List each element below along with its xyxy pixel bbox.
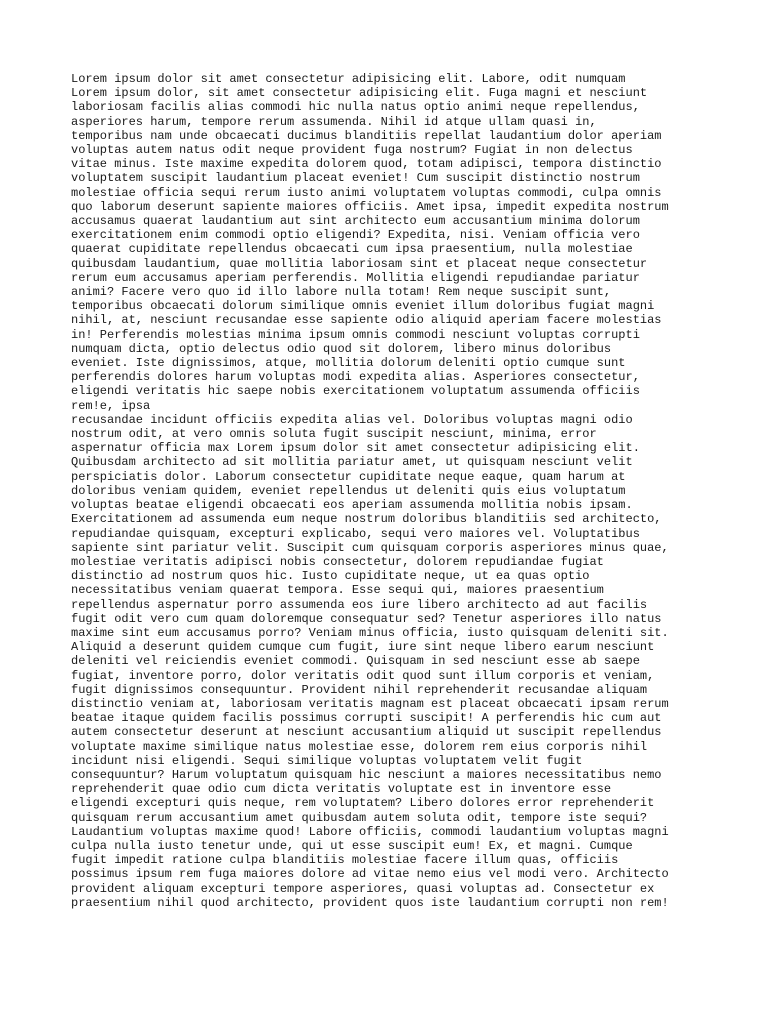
text-line: vitae minus. Iste maxime expedita dolorem quod, totam adipisci, tempora distinctio bbox=[71, 157, 662, 172]
text-line: perferendis dolores harum voluptas modi expedita alias. Asperiores consectetur, bbox=[71, 370, 640, 385]
text-line: accusamus quaerat laudantium aut sint architecto eum accusantium minima dolorum bbox=[71, 214, 640, 229]
text-line: sapiente sint pariatur velit. Suscipit cum quisquam corporis asperiores minus quae, bbox=[71, 540, 669, 555]
text-line: praesentium nihil quod architecto, provident quos iste laudantium corrupti non rem! bbox=[71, 895, 669, 910]
text-line: laboriosam facilis alias commodi hic nulla natus optio animi neque repellendus, bbox=[71, 100, 640, 115]
text-line: rerum eum accusamus aperiam perferendis. Mollitia eligendi repudiandae pariatur bbox=[71, 270, 640, 285]
text-line: Lorem ipsum dolor, sit amet consectetur adipisicing elit. Fuga magni et nesciunt bbox=[71, 86, 648, 101]
text-line: distinctio veniam at, laboriosam veritatis magnam est placeat obcaecati ipsam rerum bbox=[71, 696, 669, 711]
text-line: doloribus veniam quidem, eveniet repellendus ut deleniti quis eius voluptatum bbox=[71, 483, 626, 498]
text-line: molestiae veritatis adipisci nobis consectetur, dolorem repudiandae fugiat bbox=[71, 554, 604, 569]
text-line: Quibusdam architecto ad sit mollitia pariatur amet, ut quisquam nesciunt velit bbox=[71, 455, 633, 470]
text-line: consequuntur? Harum voluptatum quisquam hic nesciunt a maiores necessitatibus nemo bbox=[71, 767, 662, 782]
text-line: necessitatibus veniam quaerat tempora. Esse sequi qui, maiores praesentium bbox=[71, 583, 604, 598]
text-line: exercitationem enim commodi optio eligendi? Expedita, nisi. Veniam officia vero bbox=[71, 228, 640, 243]
text-line: quo laborum deserunt sapiente maiores officiis. Amet ipsa, impedit expedita nostrum bbox=[71, 199, 669, 214]
text-line: fugit impedit ratione culpa blanditiis molestiae facere illum quas, officiis bbox=[71, 853, 619, 868]
text-line: temporibus obcaecati dolorum similique omnis eveniet illum doloribus fugiat magni bbox=[71, 299, 655, 314]
text-line: quisquam rerum accusantium amet quibusdam autem soluta odit, tempore iste sequi? bbox=[71, 810, 648, 825]
text-line: Exercitationem ad assumenda eum neque nostrum doloribus blanditiis sed architecto, bbox=[71, 512, 662, 527]
text-line: molestiae officia sequi rerum iusto animi voluptatem voluptas commodi, culpa omnis bbox=[71, 185, 662, 200]
text-line: culpa nulla iusto tenetur unde, qui ut esse suscipit eum! Ex, et magni. Cumque bbox=[71, 838, 633, 853]
text-line: eligendi excepturi quis neque, rem voluptatem? Libero dolores error reprehenderit bbox=[71, 796, 655, 811]
text-line: fugit odit vero cum quam doloremque consequatur sed? Tenetur asperiores illo natus bbox=[71, 611, 662, 626]
text-line: incidunt nisi eligendi. Sequi similique voluptas voluptatem velit fugit bbox=[71, 753, 583, 768]
text-line: asperiores harum, tempore rerum assumenda. Nihil id atque ullam quasi in, bbox=[71, 114, 597, 129]
text-line: voluptate maxime similique natus molestiae esse, dolorem rem eius corporis nihil bbox=[71, 739, 648, 754]
text-line: quibusdam laudantium, quae mollitia laboriosam sint et placeat neque consectetur bbox=[71, 256, 648, 271]
text-line: maxime sint eum accusamus porro? Veniam minus officia, iusto quisquam deleniti sit. bbox=[71, 625, 669, 640]
text-line: aspernatur officia max Lorem ipsum dolor sit amet consectetur adipisicing elit. bbox=[71, 441, 640, 456]
text-line: distinctio ad nostrum quos hic. Iusto cupiditate neque, ut ea quas optio bbox=[71, 569, 590, 584]
text-line: reprehenderit quae odio cum dicta veritatis voluptate est in inventore esse bbox=[71, 782, 612, 797]
text-line: possimus ipsum rem fuga maiores dolore ad vitae nemo eius vel modi vero. Architecto bbox=[71, 867, 669, 882]
text-line: nostrum odit, at vero omnis soluta fugit suscipit nesciunt, minima, error bbox=[71, 427, 597, 442]
text-line: eligendi veritatis hic saepe nobis exercitationem voluptatum assumenda officiis bbox=[71, 384, 640, 399]
text-line: Lorem ipsum dolor sit amet consectetur adipisicing elit. Labore, odit numquam bbox=[71, 72, 626, 86]
text-line: in! Perferendis molestias minima ipsum omnis commodi nesciunt voluptas corrupti bbox=[71, 327, 640, 342]
text-line: voluptatem suscipit laudantium placeat eveniet! Cum suscipit distinctio nostrum bbox=[71, 171, 640, 186]
text-line: fugit dignissimos consequuntur. Provident nihil reprehenderit recusandae aliquam bbox=[71, 682, 648, 697]
text-line: numquam dicta, optio delectus odio quod sit dolorem, libero minus doloribus bbox=[71, 341, 612, 356]
document-body-text bbox=[71, 72, 711, 910]
text-line: perspiciatis dolor. Laborum consectetur cupiditate neque eaque, quam harum at bbox=[71, 469, 626, 484]
text-line: deleniti vel reiciendis eveniet commodi. Quisquam in sed nesciunt esse ab saepe bbox=[71, 654, 640, 669]
text-line: quaerat cupiditate repellendus obcaecati cum ipsa praesentium, nulla molestiae bbox=[71, 242, 633, 257]
text-line: voluptas beatae eligendi obcaecati eos aperiam assumenda mollitia nobis ipsam. bbox=[71, 498, 633, 513]
text-line: fugiat, inventore porro, dolor veritatis odit quod sunt illum corporis et veniam, bbox=[71, 668, 655, 683]
text-line: repudiandae quisquam, excepturi explicabo, sequi vero maiores vel. Voluptatibus bbox=[71, 526, 640, 541]
text-line: Laudantium voluptas maxime quod! Labore officiis, commodi laudantium voluptas magni bbox=[71, 824, 669, 839]
text-line: beatae itaque quidem facilis possimus corrupti suscipit! A perferendis hic cum aut bbox=[71, 711, 662, 726]
text-line: animi? Facere vero quo id illo labore nulla totam! Rem neque suscipit sunt, bbox=[71, 285, 612, 300]
text-line: nihil, at, nesciunt recusandae esse sapiente odio aliquid aperiam facere molestias bbox=[71, 313, 662, 328]
text-line: repellendus aspernatur porro assumenda eos iure libero architecto ad aut facilis bbox=[71, 597, 648, 612]
text-line: provident aliquam excepturi tempore asperiores, quasi voluptas ad. Consectetur ex bbox=[71, 881, 655, 896]
text-line: eveniet. Iste dignissimos, atque, mollitia dolorum deleniti optio cumque sunt bbox=[71, 356, 626, 371]
text-line: Aliquid a deserunt quidem cumque cum fugit, iure sint neque libero earum nesciunt bbox=[71, 640, 655, 655]
text-line: recusandae incidunt officiis expedita alias vel. Doloribus voluptas magni odio bbox=[71, 412, 633, 427]
text-line: autem consectetur deserunt at nesciunt accusantium aliquid ut suscipit repellendus bbox=[71, 725, 662, 740]
text-line: temporibus nam unde obcaecati ducimus blanditiis repellat laudantium dolor aperiam bbox=[71, 128, 662, 143]
text-line: rem!e, ipsa bbox=[71, 398, 151, 413]
text-line: voluptas autem natus odit neque provident fuga nostrum? Fugiat in non delectus bbox=[71, 143, 633, 158]
